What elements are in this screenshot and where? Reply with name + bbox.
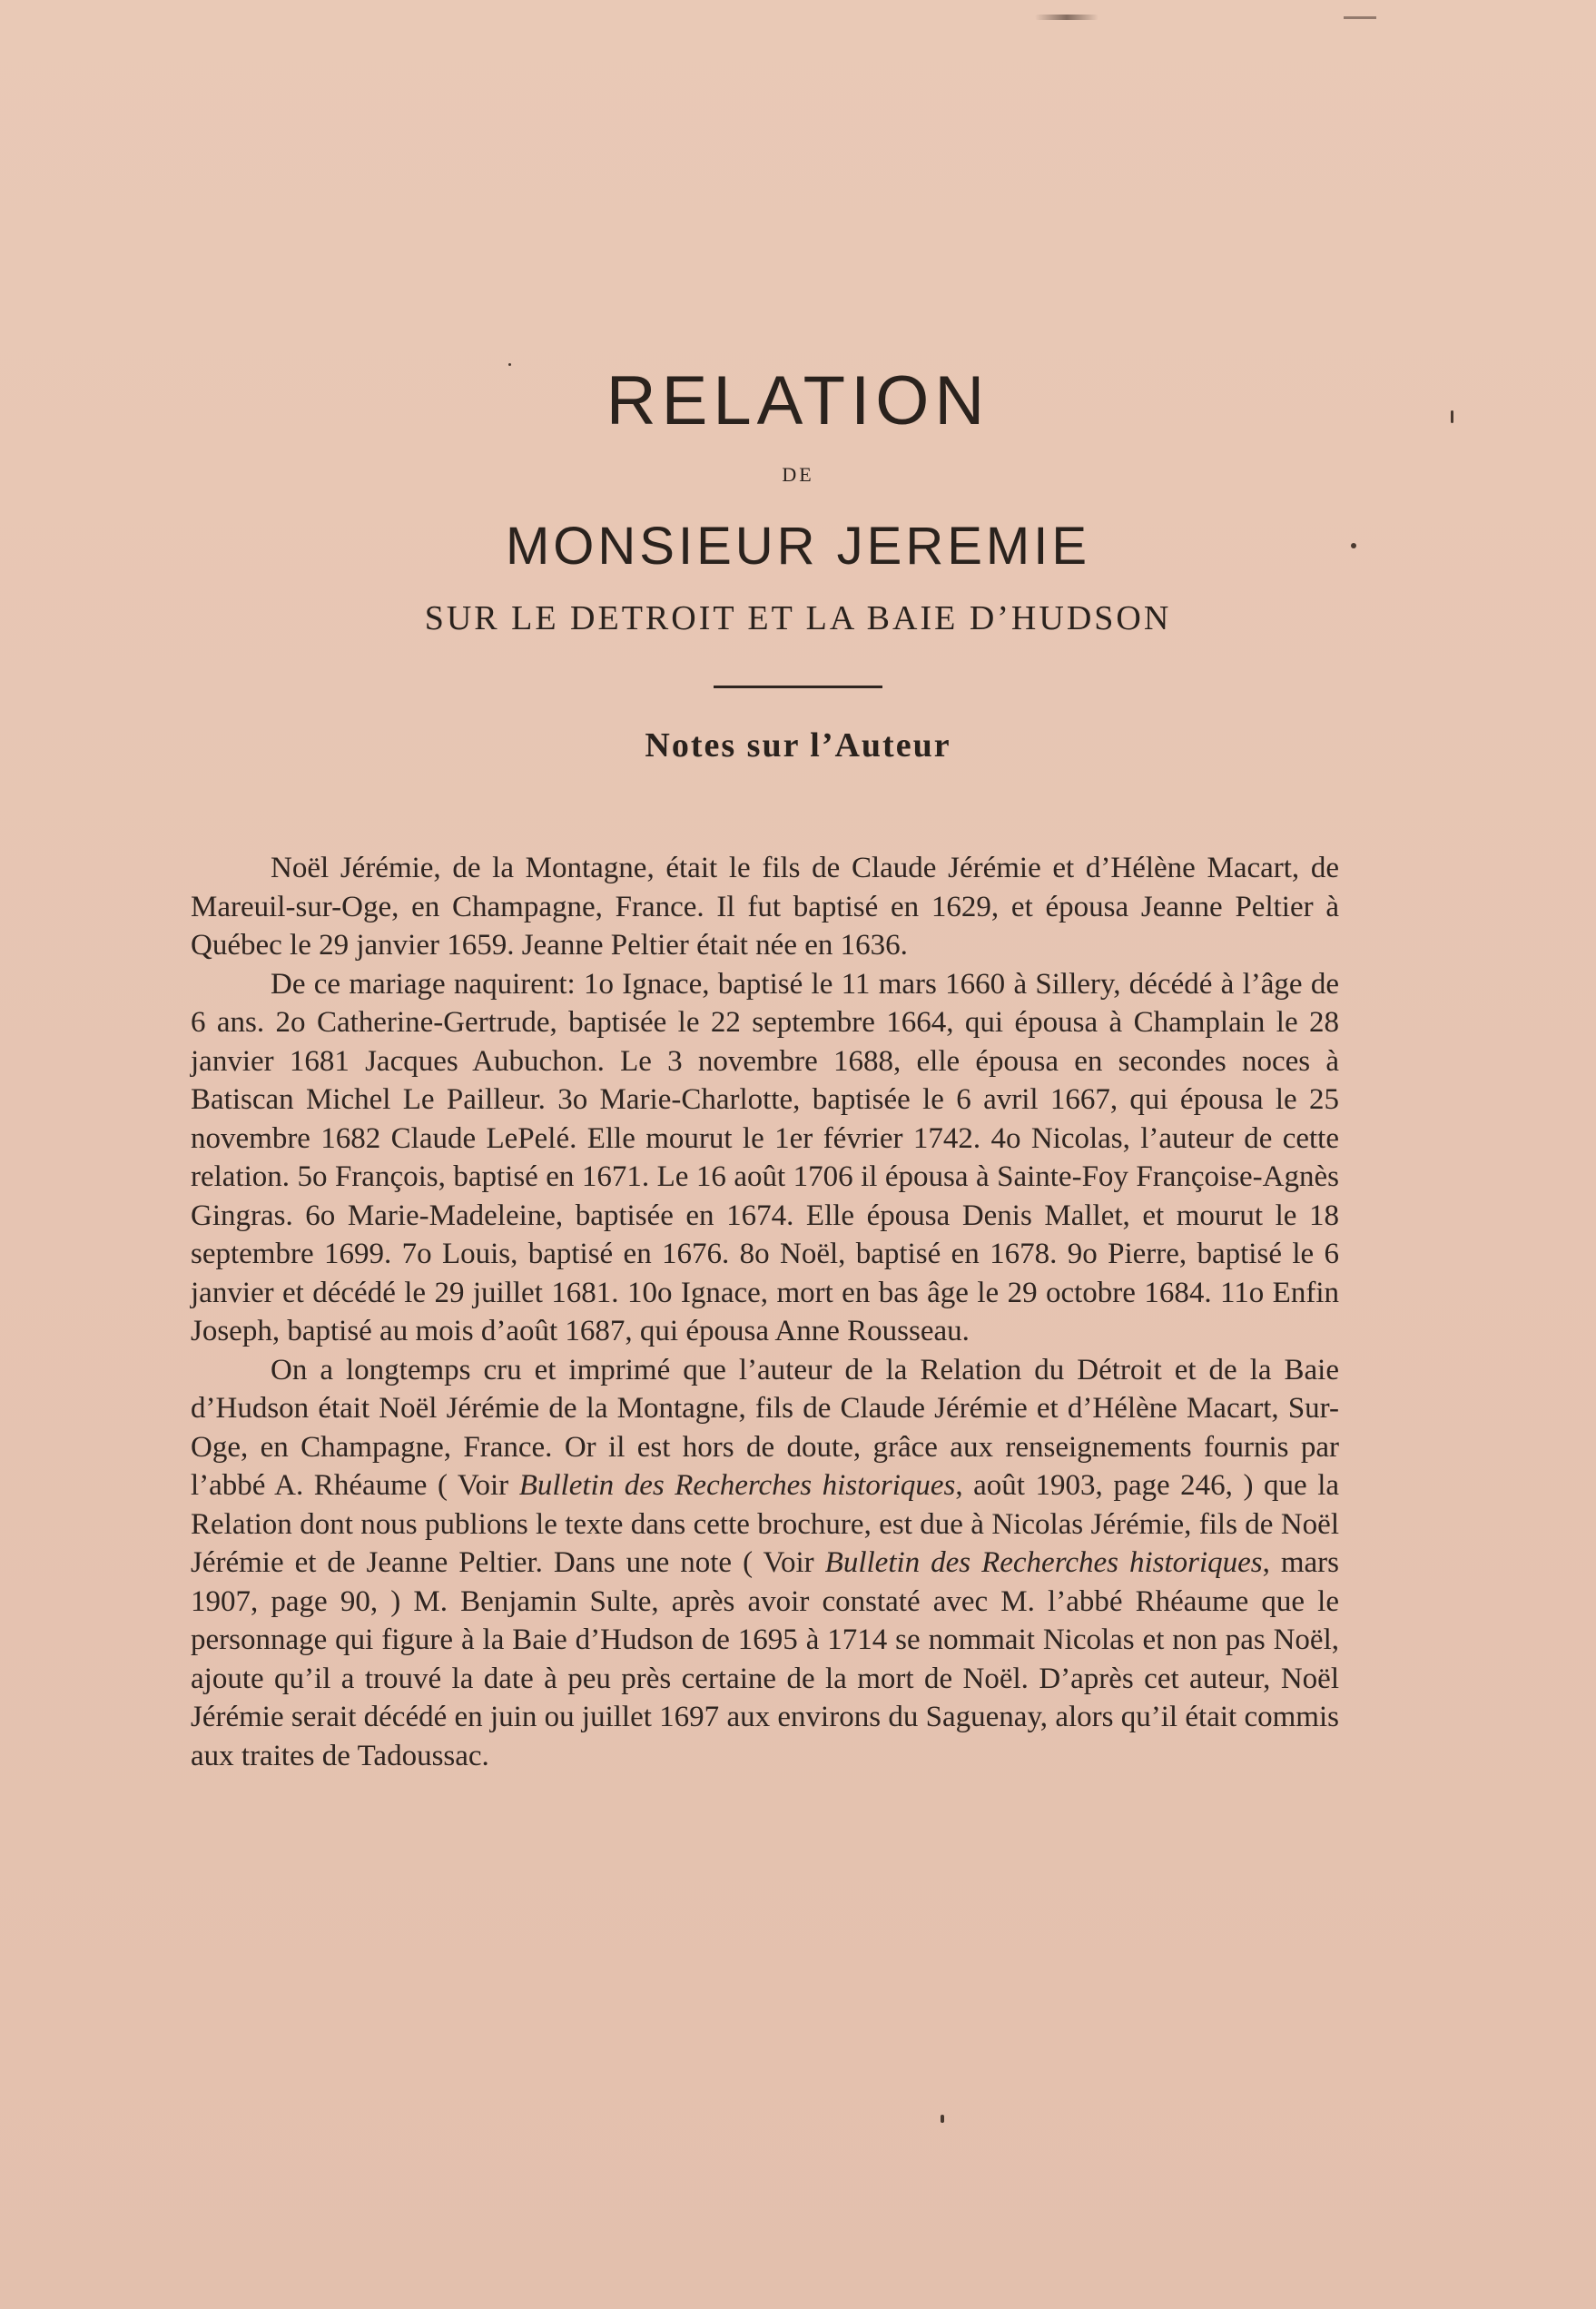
document-title: RELATION [606, 362, 990, 439]
paragraph-text: , août 1903, page 246, ) que la Relation dont nous publions le texte dans cette brochure, est due à Nicolas Jérémie, fils de Noël Jérémie et de Jeanne Peltier. Dans une note ( Voir [191, 1469, 1340, 1579]
paragraph: Noël Jérémie, de la Montagne, était le fils de Claude Jérémie et d’Hélène Macart, de Mareuil-sur-Oge, en Champagne, France. Il fut baptisé en 1629, et épousa Jeanne Peltier à Québec le 29 janvier 1659. Jeanne Peltier était née en 1636. [191, 852, 1339, 962]
paragraph: De ce mariage naquirent: 1o Ignace, baptisé le 11 mars 1660 à Sillery, décédé à l’âge de 6 ans. 2o Catherine-Gertrude, baptisée le 22 septembre 1664, qui épousa à Champlain le 28 janvier 1681 Jacques Aubuchon. Le 3 novembre 1688, elle épousa en secondes noces à Batiscan Michel Le Pailleur. 3o Marie-Charlotte, baptisée le 6 avril 1667, qui épousa le 25 novembre 1682 Claude LePelé. Elle mourut le 1er février 1742. 4o Nicolas, l’auteur de cette relation. 5o François, baptisé en 1671. Le 16 août 1706 il épousa à Sainte-Foy Françoise-Agnès Gingras. 6o Marie-Madeleine, baptisée en 1674. Elle épousa Denis Mallet, et mourut le 18 septembre 1699. 7o Louis, baptisé en 1676. 8o Noël, baptisé en 1678. 9o Pierre, baptisé le 6 janvier et décédé le 29 juillet 1681. 10o Ignace, mort en bas âge le 29 octobre 1684. 11o Enfin Joseph, baptisé au mois d’août 1687, qui épousa Anne Rousseau. [191, 967, 1339, 1347]
citation-title: Bulletin des Recherches historiques [824, 1546, 1263, 1579]
document-header [0, 363, 1596, 763]
paragraph-text: On a longtemps cru et imprimé que l’auteur de la Relation du Détroit et de la Baie d’Hudson était Noël Jérémie de la Montagne, fils de Claude Jérémie et d’Hélène Macart, Sur-Oge, en Champagne, France. Or il est hors de doute, grâce aux renseignements fournis par l’abbé A. Rhéaume ( Voir [191, 1353, 1339, 1502]
document-subtitle: MONSIEUR JEREMIE [505, 516, 1091, 576]
paper-blemish [1035, 15, 1098, 20]
document-subsubtitle: SUR LE DETROIT ET LA BAIE D’HUDSON [424, 599, 1172, 638]
title-connector: DE [782, 462, 814, 486]
body-text [191, 849, 1339, 1775]
section-heading: Notes sur l’Auteur [645, 725, 951, 765]
ink-speck [941, 2115, 944, 2123]
paragraph-text: , mars 1907, page 90, ) M. Benjamin Sulte, après avoir constaté avec M. l’abbé Rhéaume que le personnage qui figure à la Baie d’Hudson de 1695 à 1714 se nommait Nicolas et non pas Noël, ajoute qu’il a trouvé la date à peu près certaine de la mort de Noël. D’après cet auteur, Noël Jérémie serait décédé en juin ou juillet 1697 aux environs du Saguenay, alors qu’il était commis aux traites de Tadoussac. [191, 1546, 1340, 1772]
paper-blemish [1344, 16, 1376, 19]
citation-title: Bulletin des Recherches historiques [518, 1469, 956, 1502]
horizontal-rule [714, 686, 882, 688]
paragraph [191, 1351, 1339, 1776]
